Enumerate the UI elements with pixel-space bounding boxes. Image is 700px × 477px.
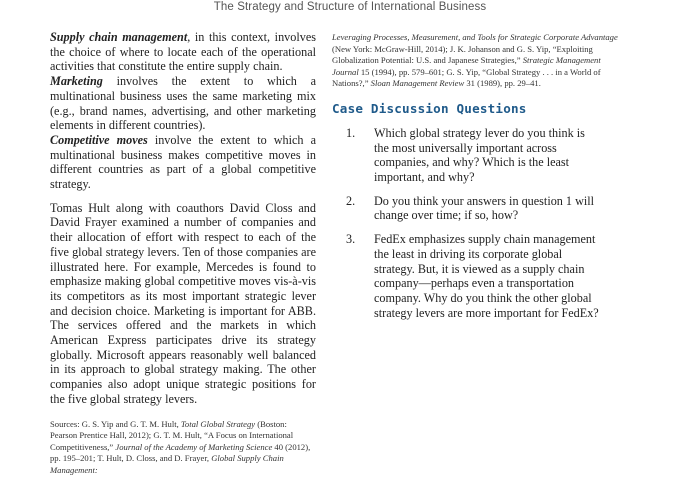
paragraph-competitive-moves — [50, 133, 316, 192]
section-title: Case Discussion Questions — [332, 100, 527, 116]
term-marketing: Marketing — [50, 74, 103, 89]
sources-note — [50, 419, 316, 477]
question-number: 2. — [346, 193, 356, 208]
sources-part: (New York: McGraw-Hill, 2014); J. K. Johanson and G. S. Yip, “Exploiting Globalization Potential: U.S. and Japanese Strategies,” — [332, 43, 593, 66]
question-text: Do you think your answers in question 1 will change over time; if so, how? — [374, 193, 595, 223]
paragraph-supply-chain — [50, 30, 316, 74]
sources-part: 31 (1989), pp. 29–41. — [464, 78, 541, 89]
question-number: 1. — [346, 125, 356, 140]
sources-part: 15 (1994), pp. 579–601; G. S. Yip, “Global Strategy . . . in a World of Nations?,” — [332, 66, 601, 89]
left-column — [50, 30, 316, 477]
competitive-moves-text: involve the extent to which a multinational business makes competitive moves in different countries as part of a global competitive strategy. — [50, 132, 316, 192]
sources-journal: Sloan Management Review — [370, 78, 465, 89]
right-column — [332, 32, 622, 329]
sources-continued — [332, 32, 622, 90]
sources-title: Total Global Strategy — [180, 418, 256, 429]
sources-part: 40 (2012), pp. 195–201; T. Hult, D. Closs, and D. Frayer, — [50, 441, 311, 464]
question-number: 3. — [346, 232, 356, 247]
term-supply-chain: Supply chain management — [50, 30, 188, 44]
term-competitive-moves: Competitive moves — [50, 132, 148, 147]
question-item — [332, 194, 622, 223]
sources-title: Global Supply Chain Management: — [50, 453, 284, 475]
sources-journal: Strategic Management Journal — [332, 55, 601, 77]
question-list — [332, 126, 622, 320]
running-head: The Strategy and Structure of International Business — [213, 1, 487, 13]
question-text: FedEx emphasizes supply chain management the least in driving its corporate global strategy. But, it is viewed as a supply chain company—perhaps even a transportation company. Why do you think the other global strategy levers are more important for FedEx? — [374, 232, 599, 320]
question-text: Which global strategy lever do you think is the most universally important across companies, and why? Which is the least important, and why? — [374, 125, 585, 185]
sources-part: (Boston: Pearson Prentice Hall, 2012); G. T. M. Hult, “A Focus on International Competitiveness,” — [50, 418, 294, 452]
sources-part: Sources: G. S. Yip and G. T. M. Hult, — [50, 418, 181, 429]
sources-journal: Journal of the Academy of Marketing Science — [115, 441, 273, 452]
question-item — [332, 232, 622, 320]
paragraph-hult-study: Tomas Hult along with coauthors David Closs and David Frayer examined a number of companies and their allocation of effort with respect to each of the five global strategy levers. Ten of those companies are illustrated here. For example, Mercedes is found to emphasize making global competitive moves vis-à-vis its competitors as its most important strategic lever and decision choice. Marketing is important for ABB. The services offered and the markets in which American Express participates drive its strategy globally. Microsoft appears reasonably well balanced in its approach to global strategy making. The other companies also adopt unique strategic positions for the five global strategy levers. — [50, 200, 316, 406]
sources-title: Leveraging Processes, Measurement, and Tools for Strategic Corporate Advantage — [332, 32, 618, 42]
question-item — [332, 126, 622, 185]
marketing-text: involves the extent to which a multinational business uses the same marketing mix (e.g., brand names, advertising, and other marketing elements in different countries). — [50, 74, 316, 133]
paragraph-marketing — [50, 74, 316, 133]
supply-chain-text: , in this context, involves the choice of where to locate each of the operational activities that constitute the entire supply chain. — [50, 30, 316, 74]
